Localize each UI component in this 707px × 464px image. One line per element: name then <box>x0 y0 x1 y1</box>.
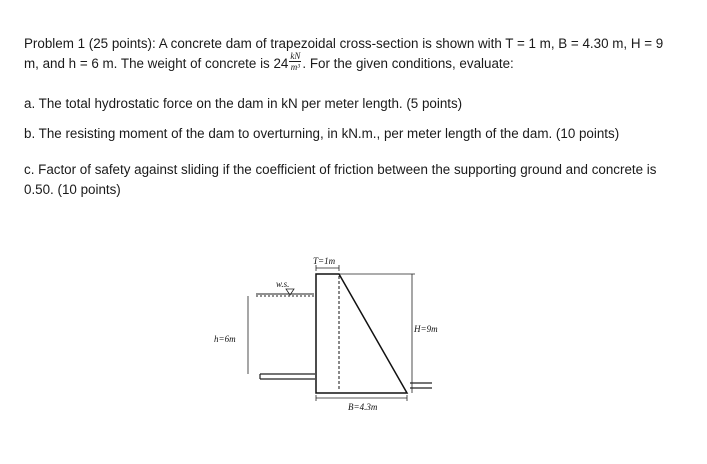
water-surface <box>256 294 314 296</box>
dimension-H <box>339 274 415 393</box>
question-a: a. The total hydrostatic force on the dam in kN per meter length. (5 points) <box>24 96 463 111</box>
dam-figure <box>210 250 450 430</box>
dimension-B <box>316 395 407 401</box>
dam-body <box>316 274 407 393</box>
problem-intro-text: Problem 1 (25 points): A concrete dam of trapezoidal cross-section is shown with T = 1 m, B = 4.30 m, H = 9 m, and h = 6 m. The weight of concrete is 24 <box>24 36 664 72</box>
problem-intro-text-end: . For the given conditions, evaluate: <box>302 56 514 72</box>
question-b: b. The resisting moment of the dam to overturning, in kN.m., per meter length of the dam. (10 points) <box>24 126 620 141</box>
question-c: c. Factor of safety against sliding if the coefficient of friction between the supporting ground and concrete is 0.50. (10 points) <box>24 162 657 197</box>
problem-statement <box>24 34 674 75</box>
ground-lines <box>260 374 432 388</box>
unit-denominator: m³ <box>290 62 300 72</box>
label-B: B=4.3m <box>348 402 378 412</box>
label-T: T=1m <box>313 256 336 266</box>
unit-fraction <box>289 51 301 72</box>
water-surface-label: w.s. <box>276 279 290 289</box>
label-h: h=6m <box>214 334 236 344</box>
unit-numerator: kN <box>290 51 301 61</box>
label-H: H=9m <box>414 324 438 334</box>
